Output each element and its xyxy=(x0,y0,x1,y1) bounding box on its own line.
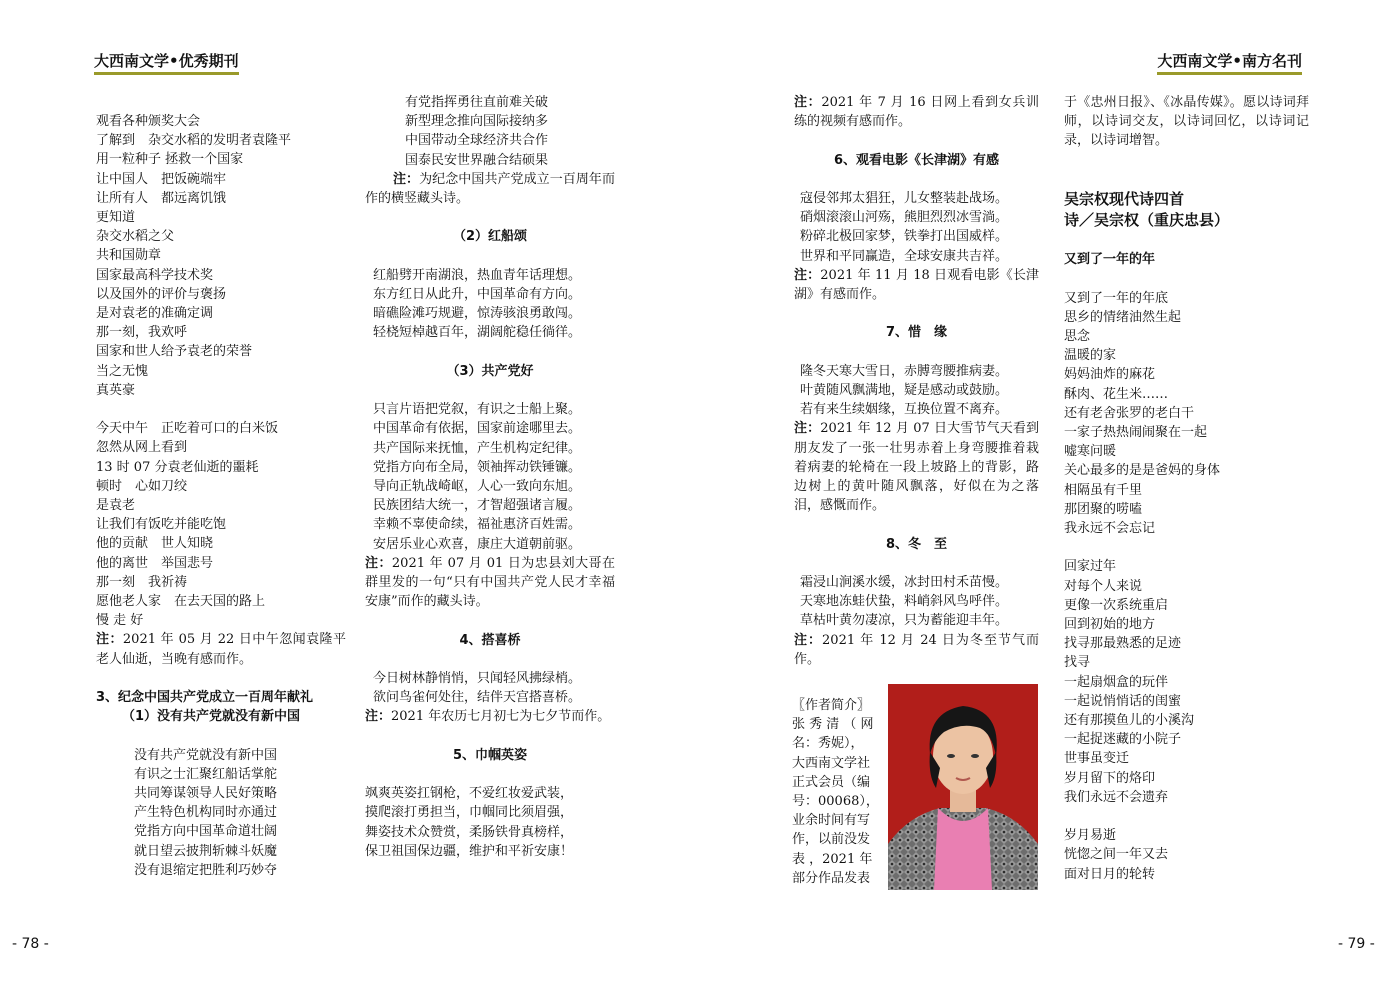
poem-line: 顿时 心如刀绞 xyxy=(96,478,188,494)
poem-line: 正式会员（编 xyxy=(792,774,871,790)
subsection-title: （3）共产党好 xyxy=(446,363,534,379)
poem-acrostic xyxy=(96,746,346,880)
poem-line: 国家和世人给予袁老的荣誉 xyxy=(96,344,253,360)
journal-title-left: 大西南文学•优秀期刊 xyxy=(94,50,239,75)
poem-line: 关心最多的是是爸妈的身体 xyxy=(1064,463,1221,479)
poem-line: 还有那摸鱼儿的小溪沟 xyxy=(1064,713,1195,729)
poem-line: 轻桡短棹越百年，湖阔舵稳任徜徉。 xyxy=(373,325,582,341)
poem-yuan-part1 xyxy=(96,112,346,400)
poem-line: 了解到 杂交水稻的发明者袁隆平 xyxy=(96,133,292,149)
poem-line: 让所有人 都远离饥饿 xyxy=(96,190,227,206)
note: 注：2021 年农历七月初七为七夕节而作。 xyxy=(365,709,611,725)
poem-stanza-2 xyxy=(1064,557,1309,807)
poem-line: 若有来生续姻缘，互换位置不离弃。 xyxy=(800,402,1009,418)
poem-red-boat xyxy=(365,266,615,343)
poem-line: 慢 走 好 xyxy=(96,613,144,629)
poem-party-good xyxy=(365,400,615,554)
poem-line: 导向正轨战崎岖，人心一致向东旭。 xyxy=(373,479,582,494)
poem-line: 面对日月的轮转 xyxy=(1064,866,1156,882)
poem-line: 找寻那最熟悉的足迹 xyxy=(1064,636,1182,652)
poem-line: 岁月留下的烙印 xyxy=(1064,770,1156,786)
poem-line: 党指方向中国革命道壮阔 xyxy=(134,824,278,840)
poem-line: 世事虽变迁 xyxy=(1064,751,1130,767)
poem-changjin-lake xyxy=(794,189,1039,266)
poem-line: 他的贡献 世人知晓 xyxy=(96,536,214,552)
poem-line: 寇侵邻邦太猖狂，儿女整装赴战场。 xyxy=(800,190,1009,206)
poem-line: 大西南文学社 xyxy=(792,755,871,771)
poem-line: 飒爽英姿扛钢枪，不爱红妆爱武装， xyxy=(365,786,574,802)
poem-line: 天寒地冻蛙伏蛰，料峭斜风鸟呼伴。 xyxy=(800,594,1009,610)
section-title: 3、纪念中国共产党成立一百周年献礼 xyxy=(96,690,314,706)
page-number-right: - 79 - xyxy=(1338,936,1375,952)
poem-line: 表 ，2021 年 xyxy=(792,851,873,867)
journal-title-right: 大西南文学•南方名刊 xyxy=(1157,50,1302,75)
poem-line: 有识之士汇聚红船话掌舵 xyxy=(134,766,278,782)
poem-line: 让我们有饭吃并能吃饱 xyxy=(96,517,227,533)
poem-line: 温暖的家 xyxy=(1064,348,1117,364)
poem-line: 红船劈开南湖浪，热血青年话理想。 xyxy=(373,267,582,283)
poem-line: 我永远不会忘记 xyxy=(1064,521,1156,536)
poem-line: 名：秀妮）， xyxy=(792,736,864,752)
poem-line: 叶黄随风飘满地，疑是感动或鼓励。 xyxy=(800,382,1009,398)
poem-line: 舞姿技术众赞赏，柔肠铁骨真榜样， xyxy=(365,824,574,840)
page-number-left: - 78 - xyxy=(12,936,49,952)
poem-heroine xyxy=(365,784,615,861)
poem-line: 部分作品发表 xyxy=(792,870,871,886)
poem-line: 当之无愧 xyxy=(96,363,149,379)
poem-line: 今日树林静悄悄，只闻轻风拂绿梢。 xyxy=(373,671,582,686)
section-title: 7、惜 缘 xyxy=(885,325,948,341)
poem-line: 岁月易逝 xyxy=(1064,828,1117,844)
poem-line: 有党指挥勇往直前难关破 xyxy=(405,95,549,110)
note: 注：2021 年 12 月 24 日为冬至节气而作。 xyxy=(794,632,1039,667)
poem-cherish-fate xyxy=(794,362,1039,420)
poem-line: 恍惚之间一年又去 xyxy=(1064,847,1169,863)
poem-winter-solstice xyxy=(794,573,1039,631)
poem-line: 让中国人 把饭碗端牢 xyxy=(96,171,227,187)
poem-line: 更像一次系统重启 xyxy=(1064,597,1169,613)
poem-line: 只言片语把党叙，有识之士船上聚。 xyxy=(373,402,582,418)
note: 注：为纪念中国共产党成立一百周年而作的横竖藏头诗。 xyxy=(365,171,615,207)
poem-line: 号：00068）， xyxy=(792,794,879,810)
subsection-title: （2）红船颂 xyxy=(452,229,528,245)
poem-stanza-3 xyxy=(1064,826,1309,884)
subsection-title: （1）没有共产党就没有新中国 xyxy=(122,709,301,725)
poem-line: 一起扇烟盒的玩伴 xyxy=(1064,674,1169,690)
poem-line: 中国革命有依据，国家前途哪里去。 xyxy=(373,421,582,437)
poem-line: 真英豪 xyxy=(96,382,136,398)
poem-line: 隆冬天寒大雪日，赤膊弯腰推病妻。 xyxy=(800,363,1009,379)
section-title: 5、巾帼英姿 xyxy=(452,747,528,763)
note: 注：2021 年 05 月 22 日中午忽闻袁隆平老人仙逝，当晚有感而作。 xyxy=(96,632,346,667)
poem-line: 是袁老 xyxy=(96,498,136,514)
author-bio xyxy=(792,696,888,888)
note: 注：2021 年 11 月 18 日观看电影《长津湖》有感而作。 xyxy=(794,267,1039,302)
section-title: 8、冬 至 xyxy=(885,536,948,552)
poem-line: 以及国外的评价与褒扬 xyxy=(96,286,227,302)
author-bio-continued: 于《忠州日报》、《冰晶传媒》。愿以诗词拜师，以诗词交友，以诗词回忆，以诗词记录，以诗词增智。 xyxy=(1064,95,1309,149)
column-4 xyxy=(1064,93,1309,884)
author-photo xyxy=(888,684,1038,890)
poem-line: 找寻 xyxy=(1064,655,1091,671)
poem-line: 没有共产党就没有新中国 xyxy=(134,747,278,763)
note: 注：2021 年 12 月 07 日大雪节气天看到朋友发了一张一壮男赤着上身弯腰推着栽着病妻的轮椅在一段上坡路上的背影，路边树上的黄叶随风飘落，好似在为之落泪，感慨而作。 xyxy=(794,421,1039,514)
poem-line: 国家最高科学技术奖 xyxy=(96,267,214,283)
poem-line: 是对袁老的准确定调 xyxy=(96,306,214,322)
poem-line: 一起捉迷藏的小院子 xyxy=(1064,732,1182,748)
poem-line: 没有退缩定把胜利巧妙夺 xyxy=(134,862,278,878)
poem-line: 东方红日从此升，中国革命有方向。 xyxy=(373,287,582,302)
poem-line: 产生特色机构同时亦通过 xyxy=(134,805,278,821)
poem-line: 那团聚的唠嗑 xyxy=(1064,501,1143,517)
poem-line: 杂交水稻之父 xyxy=(96,229,175,245)
poem-line: 更知道 xyxy=(96,210,136,226)
poem-line: 又到了一年的年底 xyxy=(1064,290,1169,306)
poem-line: 幸赖不辜使命续，福祉惠济百姓需。 xyxy=(373,517,582,533)
poem-line: 对每个人来说 xyxy=(1064,578,1143,594)
poem-acrostic-cont xyxy=(365,93,615,170)
poem-line: 摸爬滚打勇担当，巾帼同比须眉强， xyxy=(365,805,574,821)
poem-line: 党指方向布全局，领袖挥动铁锤镰。 xyxy=(373,459,582,475)
poem-line: 业余时间有写 xyxy=(792,813,871,829)
poem-line: 相隔虽有千里 xyxy=(1064,482,1143,498)
poem-line: 霜浸山涧溪水缓，冰封田村禾苗慢。 xyxy=(800,574,1009,590)
section-title: 6、观看电影《长津湖》有感 xyxy=(833,152,1000,168)
column-1 xyxy=(96,112,346,880)
poem-line: 保卫祖国保边疆，维护和平祈安康！ xyxy=(365,843,574,859)
poem-title: 又到了一年的年 xyxy=(1064,252,1156,268)
poem-line: 新型理念推向国际接纳多 xyxy=(405,114,549,130)
poem-line: 暗礁险滩巧规避，惊涛骇浪勇敢闯。 xyxy=(373,306,582,322)
poem-line: 张 秀 清 （ 网 xyxy=(792,717,874,733)
poem-line: 嘘寒问暖 xyxy=(1064,444,1117,460)
note: 注：2021 年 07 月 01 日为忠县刘大哥在群里发的一句“只有中国共产党人民才幸福安康”而作的藏头诗。 xyxy=(365,555,615,610)
poem-line: 共和国勋章 xyxy=(96,248,162,264)
poem-line: 思念 xyxy=(1064,328,1091,344)
page-header-right xyxy=(1157,50,1302,75)
poem-line: 国泰民安世界融合结硕果 xyxy=(405,152,549,168)
poem-line: 欲问鸟雀何处往，结伴天宫搭喜桥。 xyxy=(373,690,582,706)
poem-yuan-part2 xyxy=(96,419,346,630)
column-2 xyxy=(365,93,615,861)
poem-line: 用一粒种子 拯救一个国家 xyxy=(96,152,244,168)
poem-line: 愿他老人家 在去天国的路上 xyxy=(96,594,266,610)
poem-line: 那一刻 我祈祷 xyxy=(96,574,188,590)
poem-line: 酥肉、花生米…… xyxy=(1064,386,1169,402)
poem-line: 〖作者简介〗 xyxy=(792,698,871,713)
poem-line: 13 时 07 分袁老仙逝的噩耗 xyxy=(96,459,259,475)
poem-line: 忽然从网上看到 xyxy=(96,440,188,456)
poem-line: 世界和平同赢造，全球安康共吉祥。 xyxy=(800,248,1009,264)
poem-line: 思乡的情绪油然生起 xyxy=(1064,309,1182,325)
poem-magpie-bridge xyxy=(365,669,615,707)
poem-line: 妈妈油炸的麻花 xyxy=(1064,367,1156,383)
poem-line: 草枯叶黄勿凄凉，只为蓄能迎丰年。 xyxy=(800,613,1009,629)
page-header-left xyxy=(94,50,239,75)
poem-line: 观看各种颁奖大会 xyxy=(96,114,201,129)
column-3 xyxy=(794,93,1039,669)
article-byline: 诗／吴宗权（重庆忠县） xyxy=(1064,210,1230,229)
poem-line: 今天中午 正吃着可口的白米饭 xyxy=(96,421,279,437)
poem-line: 共同筹谋领导人民好策略 xyxy=(134,786,278,802)
poem-line: 回到初始的地方 xyxy=(1064,617,1156,632)
poem-line: 一家子热热闹闹聚在一起 xyxy=(1064,424,1208,440)
article-title: 吴宗权现代诗四首 xyxy=(1064,189,1185,208)
poem-line: 回家过年 xyxy=(1064,559,1117,575)
poem-line: 我们永远不会遗弃 xyxy=(1064,789,1169,805)
note: 注：2021 年 7 月 16 日网上看到女兵训练的视频有感而作。 xyxy=(794,95,1039,130)
poem-line: 中国带动全球经济共合作 xyxy=(405,133,549,149)
poem-line: 他的离世 举国悲号 xyxy=(96,555,214,571)
poem-line: 硝烟滚滚山河殇，熊胆烈烈冰雪淌。 xyxy=(800,210,1009,226)
poem-stanza-1 xyxy=(1064,289,1309,539)
poem-line: 共产国际来抚恤，产生机构定纪律。 xyxy=(373,440,582,456)
poem-line: 还有老舍张罗的老白干 xyxy=(1064,405,1195,421)
poem-line: 民族团结大统一，才智超强诸言履。 xyxy=(373,498,582,514)
poem-line: 一起说悄悄话的闺蜜 xyxy=(1064,693,1182,709)
poem-line: 作，以前没发 xyxy=(792,832,871,848)
poem-line: 那一刻，我欢呼 xyxy=(96,325,188,341)
poem-line: 就日望云披荆斩棘斗妖魔 xyxy=(134,843,278,859)
poem-line: 安居乐业心欢喜，康庄大道朝前驱。 xyxy=(373,536,582,552)
poem-line: 粉碎北极回家梦，铁拳打出国威样。 xyxy=(800,229,1009,245)
section-title: 4、搭喜桥 xyxy=(459,632,521,648)
